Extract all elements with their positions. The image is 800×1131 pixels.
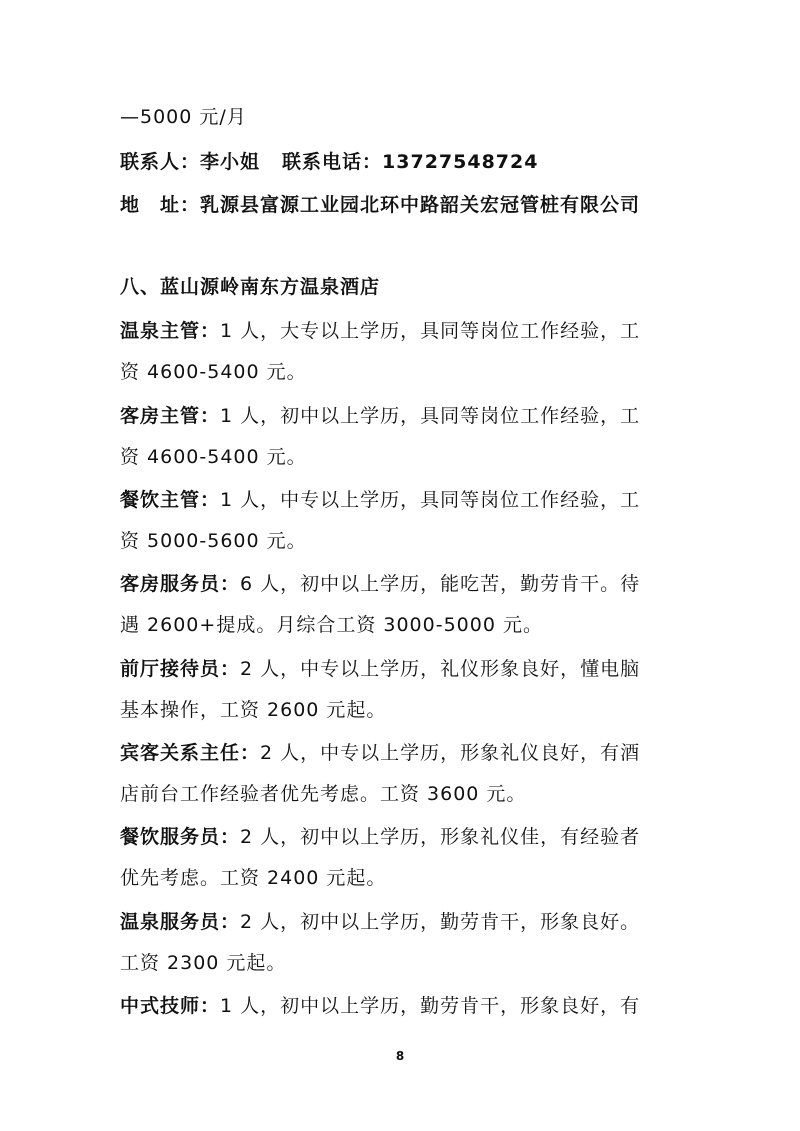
job-title: 温泉主管： bbox=[120, 320, 221, 342]
contact-name: 李小姐 bbox=[200, 151, 261, 173]
job-detail: 1 人，大专以上学历，具同等岗位工作经验，工 bbox=[220, 320, 641, 342]
job-detail-cont: 工资 2300 元起。 bbox=[120, 952, 287, 974]
job-line-1 bbox=[120, 993, 690, 1019]
job-line-2 bbox=[120, 612, 690, 638]
job-detail: 1 人，中专以上学历，具同等岗位工作经验，工 bbox=[220, 489, 641, 511]
address-line bbox=[120, 192, 690, 218]
job-line-2 bbox=[120, 359, 690, 385]
job-line-2 bbox=[120, 865, 690, 891]
job-detail: 1 人，初中以上学历，具同等岗位工作经验，工 bbox=[220, 405, 641, 427]
job-detail-cont: 资 4600-5400 元。 bbox=[120, 446, 307, 468]
job-line-2 bbox=[120, 528, 690, 554]
job-line-1 bbox=[120, 824, 690, 850]
job-title: 温泉服务员： bbox=[120, 911, 241, 933]
job-line-2 bbox=[120, 444, 690, 470]
job-detail-cont: 基本操作，工资 2600 元起。 bbox=[120, 699, 387, 721]
contact-line bbox=[120, 149, 690, 175]
job-title: 客房主管： bbox=[120, 405, 221, 427]
job-line-1 bbox=[120, 656, 690, 682]
job-line-2 bbox=[120, 697, 690, 723]
contact-label: 联系人： bbox=[120, 151, 201, 173]
job-detail-cont: 店前台工作经验者优先考虑。工资 3600 元。 bbox=[120, 783, 527, 805]
page-number: 8 bbox=[395, 1049, 405, 1063]
job-detail: 2 人，中专以上学历，礼仪形象良好，懂电脑 bbox=[240, 658, 641, 680]
job-title: 宾客关系主任： bbox=[120, 742, 261, 764]
phone-number: 13727548724 bbox=[382, 151, 539, 173]
job-detail-cont: 优先考虑。工资 2400 元起。 bbox=[120, 867, 387, 889]
job-line-1 bbox=[120, 909, 690, 935]
job-line-2 bbox=[120, 781, 690, 807]
job-detail: 6 人，初中以上学历，能吃苦，勤劳肯干。待 bbox=[240, 573, 641, 595]
job-line-2 bbox=[120, 950, 690, 976]
job-title: 餐饮服务员： bbox=[120, 826, 241, 848]
job-title: 中式技师： bbox=[120, 995, 221, 1017]
job-detail-cont: 资 5000-5600 元。 bbox=[120, 530, 307, 552]
section-heading-text: 八、蓝山源岭南东方温泉酒店 bbox=[120, 276, 381, 298]
salary-tail-line bbox=[120, 104, 690, 130]
job-line-1 bbox=[120, 318, 690, 344]
job-detail: 2 人，初中以上学历，形象礼仪佳，有经验者 bbox=[240, 826, 641, 848]
job-detail-cont: 遇 2600+提成。月综合工资 3000-5000 元。 bbox=[120, 614, 543, 636]
job-title: 前厅接待员： bbox=[120, 658, 241, 680]
phone-label: 联系电话： bbox=[282, 151, 383, 173]
job-line-1 bbox=[120, 403, 690, 429]
job-title: 客房服务员： bbox=[120, 573, 241, 595]
job-line-1 bbox=[120, 740, 690, 766]
job-detail: 2 人，中专以上学历，形象礼仪良好，有酒 bbox=[260, 742, 641, 764]
address-label: 地 址： bbox=[120, 194, 201, 216]
section-heading bbox=[120, 274, 690, 300]
salary-tail-text: —5000 元/月 bbox=[120, 106, 247, 128]
job-line-1 bbox=[120, 487, 690, 513]
job-detail: 1 人，初中以上学历，勤劳肯干，形象良好，有 bbox=[220, 995, 641, 1017]
job-detail-cont: 资 4600-5400 元。 bbox=[120, 361, 307, 383]
job-title: 餐饮主管： bbox=[120, 489, 221, 511]
address-text: 乳源县富源工业园北环中路韶关宏冠管桩有限公司 bbox=[200, 194, 641, 216]
job-line-1 bbox=[120, 571, 690, 597]
job-detail: 2 人，初中以上学历，勤劳肯干，形象良好。 bbox=[240, 911, 641, 933]
